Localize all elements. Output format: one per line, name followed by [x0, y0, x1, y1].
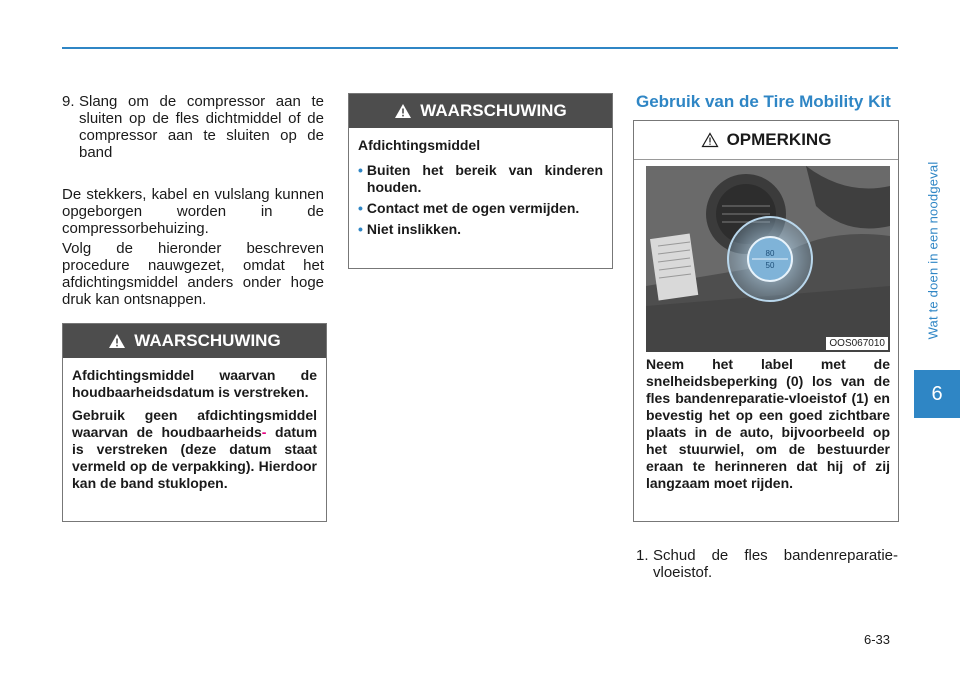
warning-body — [349, 128, 612, 250]
bullet-item — [358, 221, 603, 238]
section-title: Gebruik van de Tire Mobility Kit — [636, 92, 891, 111]
step-number: 9. — [62, 93, 75, 110]
speed-label-bottom: 50 — [765, 261, 775, 270]
warning-instruction-part2: datum is verstreken (deze datum staat vermeld op de verpakking). Hierdoor kan de band stuklopen. — [72, 424, 318, 491]
dashboard-illustration — [646, 166, 890, 352]
chapter-number-tab: 6 — [914, 370, 960, 418]
dashboard-photo — [646, 166, 890, 352]
paragraph-procedure: Volg de hieronder beschreven procedure nauwgezet, omdat het afdichtingsmiddel anders onder hoge druk kan ontsnappen. — [62, 240, 324, 308]
note-box — [633, 120, 899, 522]
bullet-item — [358, 200, 603, 217]
bullet-text: Buiten het bereik van kinderen houden. — [366, 162, 603, 195]
warning-instruction-part1: Gebruik geen afdichtingsmiddel waarvan de houdbaarheids — [72, 407, 317, 440]
warning-box-sealant — [348, 93, 613, 269]
speed-label-top: 80 — [765, 249, 775, 258]
note-text: Neem het label met de snelheidsbeperking (0) los van de fles bandenreparatie-vloeistof (1) en bevestig het op een goed zichtbare plaats in de auto, bijvoorbeeld op het stuurwiel, om de bestuurder eraan te herinneren dat hij of zij langzaam moet rijden. — [646, 356, 890, 491]
bullet-text: Contact met de ogen vermijden. — [366, 200, 580, 216]
warning-box-expired — [62, 323, 327, 522]
warning-title: WAARSCHUWING — [420, 101, 567, 120]
bullet-dot: • — [358, 162, 363, 178]
step-text: Slang om de compressor aan te sluiten op de fles dichtmiddel of de compressor aan te sluiten op de band — [79, 93, 324, 161]
warning-body — [63, 358, 326, 506]
caution-triangle-icon — [701, 132, 719, 148]
image-code: OOS067010 — [826, 337, 888, 350]
hyphen-mark: - — [261, 424, 267, 440]
bullet-item — [358, 162, 603, 196]
note-header — [634, 121, 898, 160]
step-number: 1. — [636, 547, 649, 564]
warning-header — [349, 94, 612, 128]
top-rule — [62, 47, 898, 49]
warning-title: WAARSCHUWING — [134, 331, 281, 350]
warning-subject: Afdichtingsmiddel waarvan de houdbaarheidsdatum is verstreken. — [72, 367, 317, 400]
bullet-dot: • — [358, 221, 363, 237]
warning-triangle-icon — [108, 333, 126, 349]
warning-subject: Afdichtingsmiddel — [358, 137, 481, 153]
paragraph-storage: De stekkers, kabel en vulslang kunnen opgeborgen worden in de compressorbehuizing. — [62, 186, 324, 237]
bullet-dot: • — [358, 200, 363, 216]
bullet-text: Niet inslikken. — [366, 221, 462, 237]
step-1 — [636, 547, 898, 581]
page-number: 6-33 — [864, 632, 891, 647]
chapter-title: Wat te doen in een noodgeval — [925, 161, 941, 339]
warning-triangle-icon — [394, 103, 412, 119]
step-text: Schud de fles bandenreparatie-vloeistof. — [653, 547, 898, 581]
warning-header — [63, 324, 326, 358]
note-title: OPMERKING — [726, 130, 832, 149]
warning-instruction — [72, 407, 317, 492]
step-9 — [62, 93, 324, 161]
chapter-title-vertical — [918, 130, 948, 370]
